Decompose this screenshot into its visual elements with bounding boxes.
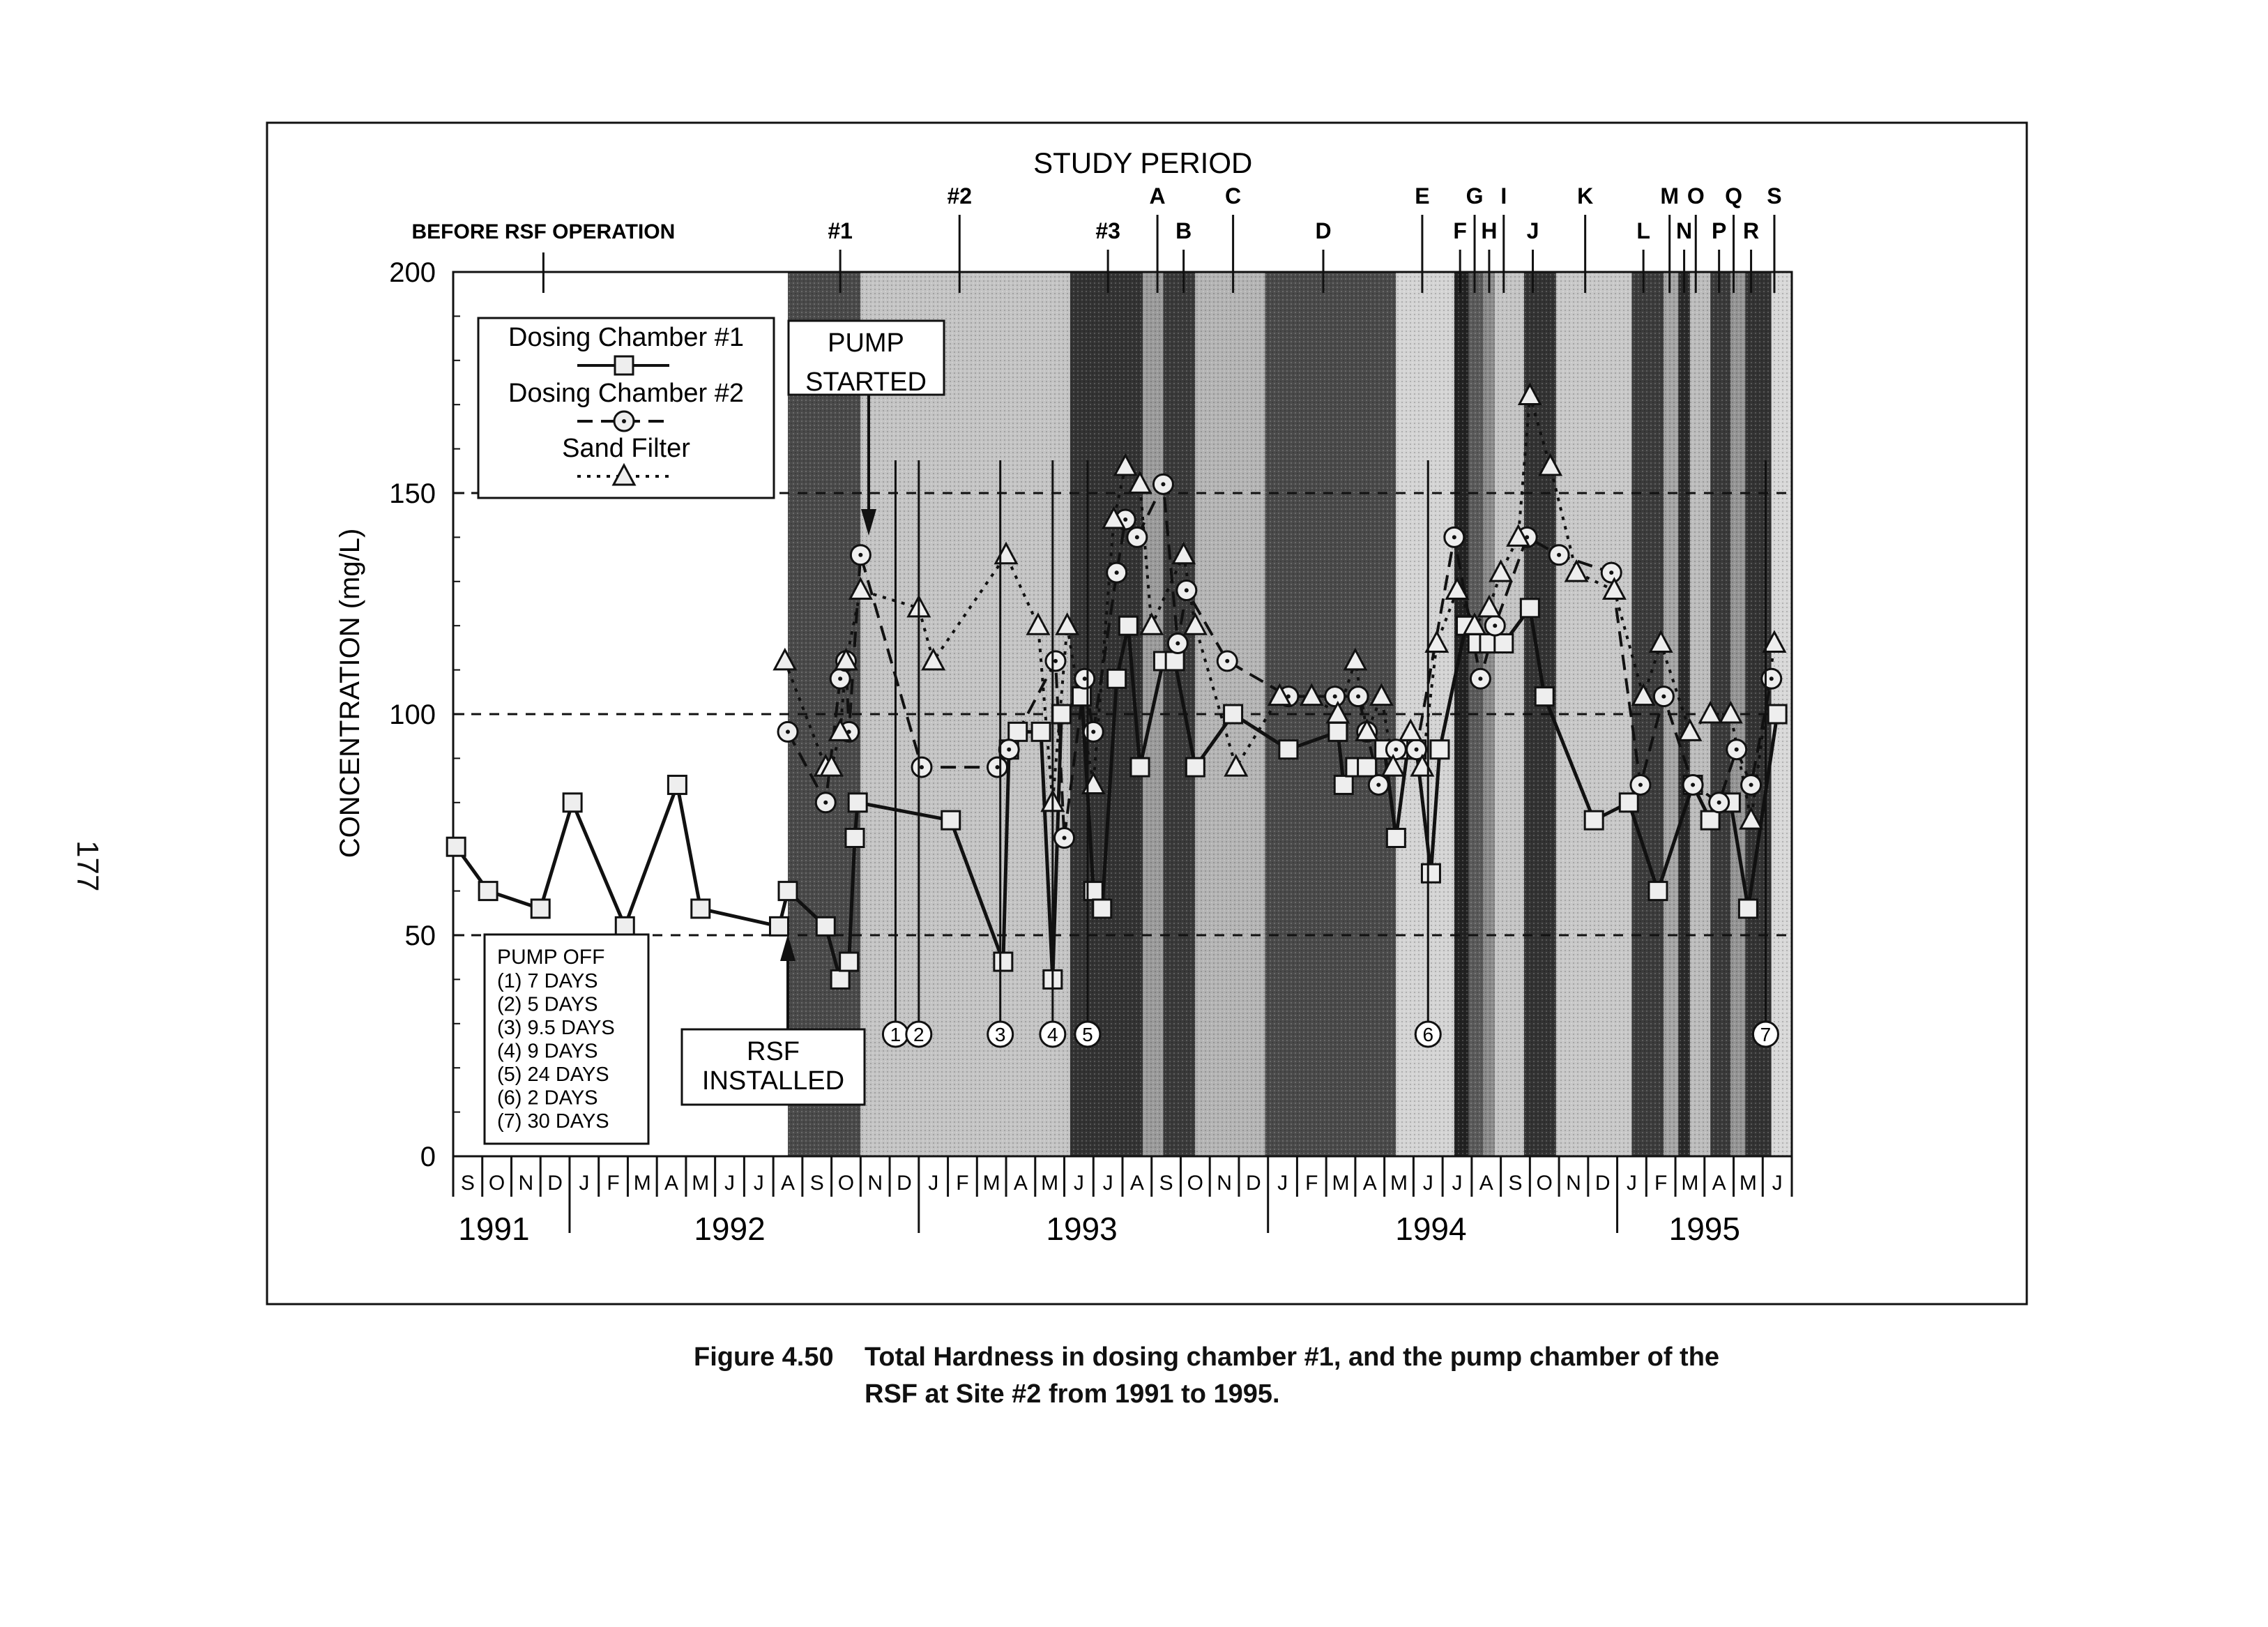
pump-started-line2: STARTED	[805, 368, 927, 397]
month-label: S	[460, 1172, 475, 1195]
pump-off-item: (4) 9 DAYS	[497, 1040, 598, 1063]
study-period-label: P	[1711, 218, 1727, 243]
study-period-label: #3	[1095, 218, 1120, 243]
data-point-square	[816, 917, 835, 935]
pump-off-event-label: 3	[994, 1024, 1006, 1045]
page-number: 177	[70, 840, 105, 892]
data-point-square	[1422, 864, 1440, 882]
year-label: 1995	[1668, 1211, 1740, 1247]
study-period-label: A	[1149, 183, 1166, 209]
data-point-square	[1431, 741, 1449, 759]
y-tick-label: 100	[389, 699, 436, 730]
data-point-circle-center	[1091, 729, 1095, 734]
month-label: J	[753, 1172, 764, 1195]
data-point-circle-center	[1478, 676, 1482, 681]
study-period-label: L	[1636, 218, 1650, 243]
figure-caption-label: Figure 4.50	[694, 1342, 834, 1372]
data-point-square	[1585, 811, 1603, 829]
month-label: A	[1479, 1172, 1493, 1195]
year-label: 1993	[1046, 1211, 1118, 1247]
data-point-square	[1535, 688, 1553, 706]
month-label: O	[837, 1172, 855, 1195]
data-point-circle-center	[1356, 695, 1360, 699]
data-point-square	[1387, 829, 1405, 847]
year-label: 1994	[1395, 1211, 1467, 1247]
month-label: F	[956, 1172, 969, 1195]
data-point-circle-center	[1333, 695, 1337, 699]
year-label: 1991	[458, 1211, 530, 1247]
data-point-circle-center	[1376, 782, 1380, 787]
pump-off-event-label: 1	[890, 1024, 901, 1045]
data-point-square	[1649, 882, 1667, 900]
data-point-circle-center	[1717, 801, 1721, 805]
legend-marker-circle-center	[622, 419, 626, 423]
data-point-circle-center	[1175, 642, 1180, 646]
month-label: A	[780, 1172, 796, 1195]
data-point-square	[1009, 722, 1027, 741]
figure-caption-line1: Total Hardness in dosing chamber #1, and the pump chamber of the	[865, 1342, 1720, 1372]
data-point-square	[840, 953, 858, 971]
data-point-square	[563, 794, 581, 812]
data-point-square	[1329, 722, 1347, 741]
study-period-label: J	[1526, 218, 1539, 243]
pump-off-event-label: 5	[1082, 1024, 1093, 1045]
data-point-circle-center	[1749, 782, 1753, 787]
study-period-label: K	[1577, 183, 1594, 209]
month-label: M	[1681, 1172, 1699, 1195]
data-point-square	[1620, 794, 1638, 812]
pump-off-event-label: 7	[1760, 1024, 1772, 1045]
data-point-circle-center	[1053, 659, 1058, 663]
data-point-square	[1119, 616, 1137, 635]
y-axis-label: CONCENTRATION (mg/L)	[335, 528, 365, 858]
data-point-circle-center	[1493, 623, 1497, 628]
data-point-square	[1495, 635, 1513, 653]
data-point-square	[668, 775, 686, 794]
data-point-square	[1224, 705, 1242, 723]
data-point-circle-center	[1225, 659, 1229, 663]
month-label: S	[1508, 1172, 1523, 1195]
study-period-label: H	[1481, 218, 1498, 243]
study-period-label: M	[1660, 183, 1680, 209]
month-label: S	[809, 1172, 824, 1195]
month-label: M	[1332, 1172, 1350, 1195]
data-point-square	[1358, 758, 1376, 776]
data-point-circle-center	[1161, 482, 1165, 486]
rsf-installed-line1: RSF	[747, 1037, 800, 1066]
study-period-label: S	[1767, 183, 1782, 209]
data-point-square	[848, 794, 867, 812]
data-point-square	[616, 917, 634, 935]
month-label: M	[1390, 1172, 1408, 1195]
data-point-circle-center	[920, 765, 924, 769]
pump-off-box	[485, 934, 648, 1144]
month-label: D	[547, 1172, 563, 1195]
data-point-square	[447, 838, 465, 856]
data-point-circle-center	[1452, 535, 1456, 539]
study-period-label: #1	[828, 218, 853, 243]
month-label: F	[607, 1172, 620, 1195]
legend-entry: Dosing Chamber #1	[508, 323, 744, 352]
month-label: A	[1129, 1172, 1144, 1195]
study-period-title: STUDY PERIOD	[1033, 146, 1253, 179]
month-label: N	[867, 1172, 883, 1195]
month-label: N	[518, 1172, 534, 1195]
study-period-label: O	[1687, 183, 1705, 209]
month-label: A	[1362, 1172, 1377, 1195]
month-label: M	[692, 1172, 710, 1195]
data-point-circle-center	[1135, 535, 1139, 539]
month-label: J	[928, 1172, 939, 1195]
data-point-circle-center	[823, 801, 828, 805]
pre-period-label: BEFORE RSF OPERATION	[411, 220, 676, 243]
pump-started-line1: PUMP	[828, 328, 904, 358]
data-point-circle-center	[1415, 748, 1419, 752]
data-point-square	[1166, 652, 1184, 670]
data-point-circle-center	[838, 676, 842, 681]
month-label: A	[1712, 1172, 1726, 1195]
study-period-label: R	[1743, 218, 1760, 243]
data-point-square	[1131, 758, 1149, 776]
month-label: A	[1013, 1172, 1028, 1195]
month-label: N	[1217, 1172, 1232, 1195]
data-point-square	[1108, 669, 1126, 688]
data-point-circle-center	[1770, 676, 1774, 681]
legend	[478, 318, 774, 498]
pump-off-item: (1) 7 DAYS	[497, 970, 598, 992]
study-period-label: Q	[1725, 183, 1742, 209]
data-point-square	[1052, 705, 1070, 723]
month-label: D	[897, 1172, 912, 1195]
study-period-label: N	[1676, 218, 1693, 243]
data-point-square	[1521, 599, 1539, 617]
month-label: O	[1187, 1172, 1204, 1195]
data-point-circle-center	[1394, 748, 1398, 752]
y-tick-label: 0	[420, 1142, 436, 1172]
month-label: D	[1595, 1172, 1611, 1195]
y-tick-label: 200	[389, 257, 436, 288]
study-period-label: B	[1175, 218, 1192, 243]
month-label: O	[488, 1172, 505, 1195]
month-label: J	[724, 1172, 736, 1195]
study-period-label: E	[1415, 183, 1430, 209]
month-label: M	[1739, 1172, 1757, 1195]
legend-marker-square	[615, 356, 633, 374]
data-point-square	[846, 829, 864, 847]
data-point-circle-center	[1638, 782, 1643, 787]
month-label: F	[1305, 1172, 1318, 1195]
legend-entry: Dosing Chamber #2	[508, 379, 744, 408]
data-point-circle-center	[1609, 570, 1613, 575]
study-period-label: F	[1453, 218, 1467, 243]
month-label: J	[1073, 1172, 1084, 1195]
data-point-square	[531, 900, 549, 918]
month-label: J	[1452, 1172, 1463, 1195]
rsf-installed-line2: INSTALLED	[701, 1066, 845, 1096]
month-label: F	[1654, 1172, 1668, 1195]
pump-off-item: (3) 9.5 DAYS	[497, 1017, 615, 1039]
data-point-square	[1279, 741, 1297, 759]
data-point-circle-center	[1557, 553, 1561, 557]
data-point-circle-center	[996, 765, 1000, 769]
data-point-circle-center	[1115, 570, 1119, 575]
month-label: J	[1102, 1172, 1113, 1195]
pump-off-event-label: 2	[913, 1024, 924, 1045]
data-point-square	[692, 900, 710, 918]
month-label: O	[1536, 1172, 1553, 1195]
legend-entry: Sand Filter	[562, 434, 690, 463]
month-label: D	[1245, 1172, 1261, 1195]
data-point-circle-center	[1661, 695, 1666, 699]
month-label: N	[1566, 1172, 1581, 1195]
pump-off-title: PUMP OFF	[497, 946, 605, 969]
data-point-square	[1186, 758, 1204, 776]
data-point-square	[942, 811, 960, 829]
pump-off-item: (7) 30 DAYS	[497, 1110, 609, 1133]
data-point-square	[1093, 900, 1111, 918]
pump-off-event-label: 6	[1422, 1024, 1434, 1045]
study-period-label: C	[1225, 183, 1242, 209]
month-label: J	[1626, 1172, 1637, 1195]
data-point-circle-center	[786, 729, 790, 734]
data-point-circle-center	[1007, 748, 1011, 752]
pump-off-item: (5) 24 DAYS	[497, 1064, 609, 1086]
data-point-square	[1739, 900, 1757, 918]
data-point-square	[779, 882, 797, 900]
data-point-circle-center	[1083, 676, 1087, 681]
y-tick-label: 150	[389, 478, 436, 509]
data-point-circle-center	[1123, 517, 1127, 522]
study-period-label: D	[1315, 218, 1332, 243]
data-point-square	[831, 970, 849, 988]
month-label: M	[982, 1172, 1000, 1195]
month-label: A	[664, 1172, 679, 1195]
month-label: J	[1422, 1172, 1433, 1195]
study-period-label: G	[1466, 183, 1484, 209]
data-point-square	[1768, 705, 1786, 723]
pump-off-event-label: 4	[1047, 1024, 1058, 1045]
study-period-label: I	[1500, 183, 1507, 209]
data-point-square	[1334, 775, 1353, 794]
data-point-square	[1701, 811, 1719, 829]
month-label: J	[579, 1172, 590, 1195]
month-label: M	[1041, 1172, 1059, 1195]
data-point-circle-center	[858, 553, 862, 557]
data-point-square	[994, 953, 1012, 971]
study-period-label: #2	[947, 183, 973, 209]
pump-off-item: (6) 2 DAYS	[497, 1087, 598, 1110]
data-point-square	[1032, 722, 1050, 741]
y-tick-label: 50	[404, 921, 436, 951]
data-point-square	[479, 882, 497, 900]
month-label: M	[633, 1172, 651, 1195]
figure-caption-line2: RSF at Site #2 from 1991 to 1995.	[865, 1379, 1280, 1409]
month-label: J	[1277, 1172, 1288, 1195]
data-point-circle-center	[1185, 588, 1189, 592]
year-label: 1992	[694, 1211, 766, 1247]
data-point-square	[770, 917, 788, 935]
month-label: J	[1772, 1172, 1783, 1195]
data-point-circle-center	[1691, 782, 1695, 787]
data-point-circle-center	[1063, 836, 1067, 840]
pump-off-item: (2) 5 DAYS	[497, 993, 598, 1016]
month-label: S	[1159, 1172, 1173, 1195]
data-point-circle-center	[1735, 748, 1739, 752]
